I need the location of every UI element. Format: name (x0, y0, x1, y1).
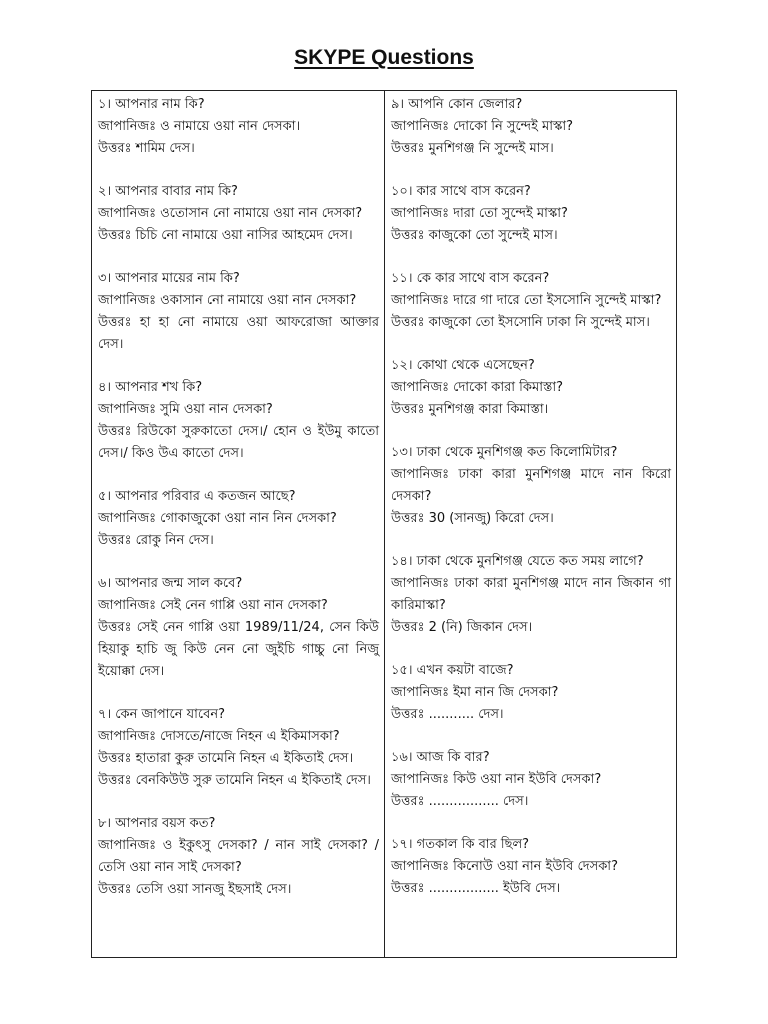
japanese-phrase: জাপানিজঃ ওতোসান নো নামায়ে ওয়া নান দেসকা? (98, 206, 363, 221)
japanese-phrase: জাপানিজঃ দারে গা দারে তো ইসসোনি সুন্দেই মাস্কা? (391, 293, 662, 308)
question: ৮। আপনার বয়স কত? (98, 816, 216, 831)
qa-item-6 (98, 573, 379, 683)
japanese-phrase: জাপানিজঃ দারা তো সুন্দেই মাস্কা? (391, 206, 568, 221)
question: ১১। কে কার সাথে বাস করেন? (391, 271, 550, 286)
qa-item-3 (98, 268, 379, 356)
question: ১৩। ঢাকা থেকে মুনশিগঞ্জ কত কিলোমিটার? (391, 445, 618, 460)
qa-item-17 (391, 834, 671, 900)
japanese-phrase: জাপানিজঃ ও ইকুৎসু দেসকা? / নান সাই দেসকা? / তেসি ওয়া নান সাই দেসকা? (98, 838, 379, 875)
answer: উত্তরঃ হা হা নো নামায়ে ওয়া আফরোজা আক্তার দেস। (98, 315, 379, 352)
answer: উত্তরঃ বেনকিউউ সুরু তামেনি নিহন এ ইকিতাই দেস। (98, 773, 371, 788)
question: ৯। আপনি কোন জেলার? (391, 97, 523, 112)
answer: উত্তরঃ মুনশিগঞ্জ কারা কিমাস্তা। (391, 402, 549, 417)
answer: উত্তরঃ চিচি নো নামায়ে ওয়া নাসির আহমেদ দেস। (98, 228, 353, 243)
qa-item-14 (391, 551, 671, 639)
qa-item-15 (391, 660, 671, 726)
qa-item-11 (391, 268, 671, 334)
question: ৪। আপনার শখ কি? (98, 380, 203, 395)
japanese-phrase: জাপানিজঃ ঢাকা কারা মুনশিগঞ্জ মাদে নান কিরো দেসকা? (391, 467, 671, 504)
question: ৩। আপনার মায়ের নাম কি? (98, 271, 240, 286)
japanese-phrase: জাপানিজঃ সেই নেন গাপ্পি ওয়া নান দেসকা? (98, 598, 328, 613)
answer: উত্তরঃ ................. ইউবি দেস। (391, 881, 561, 896)
left-column (92, 91, 385, 957)
japanese-phrase: জাপানিজঃ কিউ ওয়া নান ইউবি দেসকা? (391, 772, 602, 787)
qa-item-4 (98, 377, 379, 465)
answer: উত্তরঃ হাতারা কুরু তামেনি নিহন এ ইকিতাই দেস। (98, 751, 354, 766)
japanese-phrase: জাপানিজঃ দোকো কারা কিমাস্তা? (391, 380, 564, 395)
japanese-phrase: জাপানিজঃ দোকো নি সুন্দেই মাস্কা? (391, 119, 574, 134)
answer: উত্তরঃ কাজুকো তো সুন্দেই মাস। (391, 228, 558, 243)
japanese-phrase: জাপানিজঃ গোকাজুকো ওয়া নান নিন দেসকা? (98, 511, 337, 526)
answer: উত্তরঃ ........... দেস। (391, 707, 504, 722)
question: ৬। আপনার জন্ম সাল কবে? (98, 576, 243, 591)
question: ১৪। ঢাকা থেকে মুনশিগঞ্জ যেতে কত সময় লাগে? (391, 554, 644, 569)
qa-item-5 (98, 486, 379, 552)
qa-item-7 (98, 704, 379, 792)
question: ১। আপনার নাম কি? (98, 97, 205, 112)
qa-item-2 (98, 181, 379, 247)
japanese-phrase: জাপানিজঃ ও নামায়ে ওয়া নান দেসকা। (98, 119, 301, 134)
right-column (385, 91, 676, 957)
qa-item-8 (98, 813, 379, 901)
qa-item-9 (391, 94, 671, 160)
question: ১৭। গতকাল কি বার ছিল? (391, 837, 530, 852)
qa-item-16 (391, 747, 671, 813)
qa-item-1 (98, 94, 379, 160)
question: ১৬। আজ কি বার? (391, 750, 490, 765)
answer: উত্তরঃ কাজুকো তো ইসসোনি ঢাকা নি সুন্দেই মাস। (391, 315, 650, 330)
questions-table (91, 90, 677, 958)
answer: উত্তরঃ রোকু নিন দেস। (98, 533, 214, 548)
answer: উত্তরঃ 30 (সানজু) কিরো দেস। (391, 511, 554, 526)
japanese-phrase: জাপানিজঃ ওকাসান নো নামায়ে ওয়া নান দেসকা? (98, 293, 357, 308)
question: ১০। কার সাথে বাস করেন? (391, 184, 531, 199)
question: ১৫। এখন কয়টা বাজে? (391, 663, 514, 678)
japanese-phrase: জাপানিজঃ কিনোউ ওয়া নান ইউবি দেসকা? (391, 859, 618, 874)
question: ১২। কোথা থেকে এসেছেন? (391, 358, 535, 373)
answer: উত্তরঃ শামিম দেস। (98, 141, 195, 156)
qa-item-10 (391, 181, 671, 247)
question: ২। আপনার বাবার নাম কি? (98, 184, 238, 199)
japanese-phrase: জাপানিজঃ দোসতে/নাজে নিহন এ ইকিমাসকা? (98, 729, 340, 744)
answer: উত্তরঃ সেই নেন গাপ্পি ওয়া 1989/11/24, সেন কিউ হিয়াকু হাচি জু কিউ নেন নো জুইচি গাচ্চু নো নিজু ইয়োক্কা দেস। (98, 620, 379, 679)
answer: উত্তরঃ রিউকো সুরুকাতো দেস।/ হোন ও ইউমু কাতো দেস।/ কিও উএ কাতো দেস। (98, 424, 379, 461)
answer: উত্তরঃ তেসি ওয়া সানজু ইছসাই দেস। (98, 882, 292, 897)
question: ৭। কেন জাপানে যাবেন? (98, 707, 225, 722)
japanese-phrase: জাপানিজঃ সুমি ওয়া নান দেসকা? (98, 402, 273, 417)
answer: উত্তরঃ মুনশিগঞ্জ নি সুন্দেই মাস। (391, 141, 554, 156)
answer: উত্তরঃ ................. দেস। (391, 794, 529, 809)
japanese-phrase: জাপানিজঃ ঢাকা কারা মুনশিগঞ্জ মাদে নান জিকান গা কারিমাস্কা? (391, 576, 671, 613)
question: ৫। আপনার পরিবার এ কতজন আছে? (98, 489, 296, 504)
qa-item-13 (391, 442, 671, 530)
answer: উত্তরঃ 2 (নি) জিকান দেস। (391, 620, 533, 635)
page-title: SKYPE Questions (294, 46, 474, 69)
japanese-phrase: জাপানিজঃ ইমা নান জি দেসকা? (391, 685, 559, 700)
qa-item-12 (391, 355, 671, 421)
